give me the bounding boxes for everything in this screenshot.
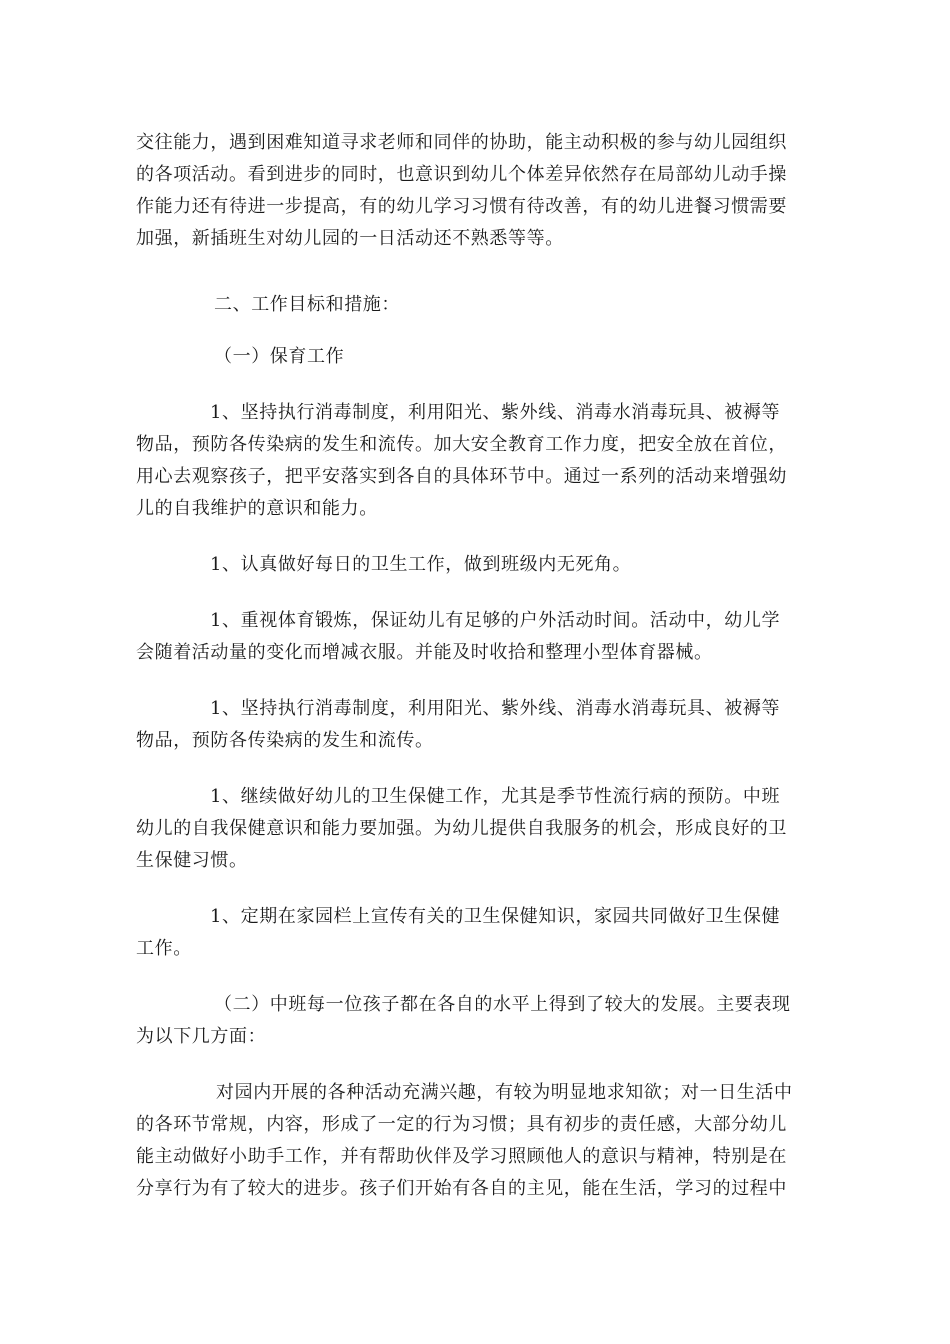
text-line: 生保健习惯。 [136,850,248,871]
text-line: 用心去观察孩子，把平安落实到各自的具体环节中。通过一系列的活动来增强幼 [136,466,787,487]
text-line: 1、定期在家园栏上宣传有关的卫生保健知识，家园共同做好卫生保健 [210,906,781,927]
subheading-care-work [136,341,816,373]
text-line: 1、坚持执行消毒制度，利用阳光、紫外线、消毒水消毒玩具、被褥等 [210,402,781,423]
text-line: 1、认真做好每日的卫生工作，做到班级内无死角。 [210,554,632,575]
text-line: 工作。 [136,938,192,959]
subheading-text: （一）保育工作 [214,346,345,367]
text-line: 的各环节常规，内容，形成了一定的行为习惯；具有初步的责任感，大部分幼儿 [136,1114,787,1135]
list-item-disinfection-safety [136,397,816,525]
text-line: 物品，预防各传染病的发生和流传。加大安全教育工作力度，把安全放在首位， [136,434,787,455]
text-line: 加强，新插班生对幼儿园的一日活动还不熟悉等等。 [136,228,564,249]
text-line: 幼儿的自我保健意识和能力要加强。为幼儿提供自我服务的机会，形成良好的卫 [136,818,787,839]
text-line: 的各项活动。看到进步的同时，也意识到幼儿个体差异依然存在局部幼儿动手操 [136,164,787,185]
text-line: 儿的自我维护的意识和能力。 [136,498,378,519]
text-line: 作能力还有待进一步提高，有的幼儿学习习惯有待改善，有的幼儿进餐习惯需要 [136,196,787,217]
paragraph-activity-interest [136,1077,816,1205]
subheading-child-development [136,989,816,1053]
text-line: 物品，预防各传染病的发生和流传。 [136,730,434,751]
text-line: 分享行为有了较大的进步。孩子们开始有各自的主见，能在生活，学习的过程中 [136,1178,787,1199]
list-item-home-school-board [136,901,816,965]
list-item-health-care [136,781,816,877]
paragraph-intro-continuation [136,127,816,255]
heading-text: 二、工作目标和措施： [214,294,400,315]
list-item-disinfection-repeat [136,693,816,757]
text-line: 会随着活动量的变化而增减衣服。并能及时收拾和整理小型体育器械。 [136,642,713,663]
list-item-physical-exercise [136,605,816,669]
list-item-daily-hygiene [136,549,816,581]
text-line: 交往能力，遇到困难知道寻求老师和同伴的协助，能主动积极的参与幼儿园组织 [136,132,787,153]
text-line: （二）中班每一位孩子都在各自的水平上得到了较大的发展。主要表现 [214,994,791,1015]
text-line: 1、重视体育锻炼，保证幼儿有足够的户外活动时间。活动中，幼儿学 [210,610,781,631]
text-line: 1、继续做好幼儿的卫生保健工作，尤其是季节性流行病的预防。中班 [210,786,781,807]
text-line: 能主动做好小助手工作，并有帮助伙伴及学习照顾他人的意识与精神，特别是在 [136,1146,787,1167]
text-line: 为以下几方面： [136,1026,267,1047]
text-line: 对园内开展的各种活动充满兴趣，有较为明显地求知欲；对一日生活中 [216,1082,793,1103]
section-heading-goals [136,289,816,321]
text-line: 1、坚持执行消毒制度，利用阳光、紫外线、消毒水消毒玩具、被褥等 [210,698,781,719]
